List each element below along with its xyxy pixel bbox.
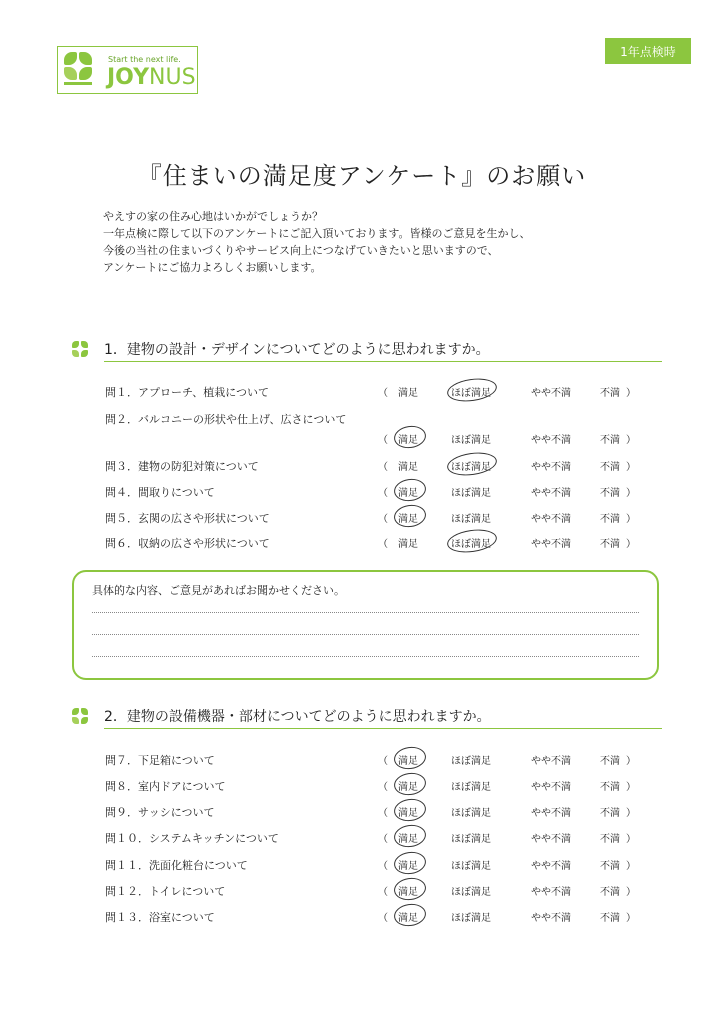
clover-icon [72,341,90,357]
comment-line[interactable] [92,634,639,635]
answer-option[interactable]: ほぼ満足 [451,514,491,525]
selected-answer-circle [393,771,428,797]
question-label: 問８．室内ドアについて [105,780,226,793]
selected-answer-circle [393,823,428,849]
answer-option[interactable]: 満足 [398,861,418,872]
paren-open: （ [378,887,388,898]
clover-icon [72,708,90,724]
answer-option[interactable]: ほぼ満足 [451,462,491,473]
question-label: 問９．サッシについて [105,806,215,819]
paren-open: （ [378,539,388,550]
brand-bold: JOY [107,65,150,90]
answer-option[interactable]: 不満 [600,861,620,872]
section-divider [104,728,662,729]
answer-option[interactable]: 不満 [600,834,620,845]
answer-option[interactable]: 満足 [398,388,418,399]
question-label: 問３．建物の防犯対策について [105,460,259,473]
answer-option[interactable]: 満足 [398,808,418,819]
question-label: 問１０．システムキッチンについて [105,832,279,845]
answer-option[interactable]: ほぼ満足 [451,808,491,819]
answer-option[interactable]: 不満 [600,488,620,499]
question-label: 問２．バルコニーの形状や仕上げ、広さについて [105,413,347,426]
question-label: 問４．間取りについて [105,486,215,499]
paren-close: ） [626,913,636,924]
answer-option[interactable]: 不満 [600,782,620,793]
leaf-icon [79,52,92,65]
answer-option[interactable]: ほぼ満足 [451,488,491,499]
question-label: 問１１．洗面化粧台について [105,859,248,872]
paren-open: （ [378,861,388,872]
answer-option[interactable]: 不満 [600,539,620,550]
paren-close: ） [626,514,636,525]
section-1-title: 1．建物の設計・デザインについてどのように思われますか。 [104,342,490,358]
answer-option[interactable]: やや不満 [531,887,571,898]
paren-close: ） [626,782,636,793]
paren-open: （ [378,435,388,446]
answer-option[interactable]: やや不満 [531,808,571,819]
selected-answer-circle [393,850,428,876]
selected-answer-circle [446,527,499,556]
selected-answer-circle [446,450,499,479]
paren-close: ） [626,834,636,845]
paren-close: ） [626,887,636,898]
answer-option[interactable]: ほぼ満足 [451,539,491,550]
paren-close: ） [626,462,636,473]
selected-answer-circle [393,424,428,450]
answer-option[interactable]: 満足 [398,782,418,793]
paren-close: ） [626,388,636,399]
answer-option[interactable]: ほぼ満足 [451,887,491,898]
paren-open: （ [378,514,388,525]
answer-option[interactable]: 不満 [600,808,620,819]
section-divider [104,361,662,362]
paren-open: （ [378,488,388,499]
answer-option[interactable]: やや不満 [531,834,571,845]
paren-close: ） [626,435,636,446]
question-label: 問１２．トイレについて [105,885,226,898]
question-label: 問１．アプローチ、植栽について [105,386,270,399]
paren-open: （ [378,808,388,819]
selected-answer-circle [393,503,428,529]
intro-line: 一年点検に際して以下のアンケートにご記入頂いております。皆様のご意見を生かし、 [103,227,531,240]
answer-option[interactable]: 不満 [600,388,620,399]
intro-text [103,208,530,276]
selected-answer-circle [446,376,499,405]
answer-option[interactable]: やや不満 [531,435,571,446]
answer-option[interactable]: 満足 [398,756,418,767]
question-label: 問５．玄関の広さや形状について [105,512,270,525]
paren-open: （ [378,913,388,924]
answer-option[interactable]: 満足 [398,488,418,499]
paren-open: （ [378,782,388,793]
answer-option[interactable]: 不満 [600,514,620,525]
comment-box[interactable] [72,570,659,680]
answer-option[interactable]: 満足 [398,514,418,525]
answer-option[interactable]: 満足 [398,539,418,550]
paren-open: （ [378,756,388,767]
answer-option[interactable]: 不満 [600,756,620,767]
logo-brand [107,65,196,90]
answer-option[interactable]: 満足 [398,887,418,898]
answer-option[interactable]: 不満 [600,887,620,898]
answer-option[interactable]: やや不満 [531,782,571,793]
selected-answer-circle [393,797,428,823]
answer-option[interactable]: 満足 [398,462,418,473]
paren-close: ） [626,756,636,767]
page-title: 『住まいの満足度アンケート』のお願い [137,162,587,190]
paren-close: ） [626,808,636,819]
comment-line[interactable] [92,656,639,657]
intro-line: アンケートにご協力よろしくお願いします。 [103,261,322,274]
leaf-icon [79,67,92,80]
answer-option[interactable]: やや不満 [531,514,571,525]
answer-option[interactable]: ほぼ満足 [451,756,491,767]
answer-option[interactable]: やや不満 [531,488,571,499]
paren-open: （ [378,462,388,473]
section-2-title: 2．建物の設備機器・部材についてどのように思われますか。 [104,709,491,725]
paren-open: （ [378,834,388,845]
paren-close: ） [626,488,636,499]
comment-line[interactable] [92,612,639,613]
answer-option[interactable]: ほぼ満足 [451,913,491,924]
answer-option[interactable]: 満足 [398,834,418,845]
paren-close: ） [626,861,636,872]
logo-tagline: Start the next life. [108,55,181,64]
answer-option[interactable]: 不満 [600,462,620,473]
logo-base-bar [64,82,92,85]
question-label: 問６．収納の広さや形状について [105,537,270,550]
leaf-icon [64,52,77,65]
selected-answer-circle [393,745,428,771]
brand-light: NUS [149,65,196,90]
answer-option[interactable]: やや不満 [531,539,571,550]
selected-answer-circle [393,477,428,503]
intro-line: やえすの家の住み心地はいかがでしょうか？ [103,210,323,223]
answer-option[interactable]: やや不満 [531,388,571,399]
company-logo [57,46,198,94]
paren-open: （ [378,388,388,399]
answer-option[interactable]: ほぼ満足 [451,435,491,446]
question-label: 問１３．浴室について [105,911,215,924]
question-label: 問７．下足箱について [105,754,215,767]
selected-answer-circle [393,876,428,902]
intro-line: 今後の当社の住まいづくりやサービス向上につなげていきたいと思いますので、 [103,244,499,257]
answer-option[interactable]: やや不満 [531,861,571,872]
answer-option[interactable]: ほぼ満足 [451,782,491,793]
answer-option[interactable]: 不満 [600,435,620,446]
comment-label: 具体的な内容、ご意見があればお聞かせください。 [92,584,345,597]
leaf-icon [64,67,77,80]
answer-option[interactable]: ほぼ満足 [451,388,491,399]
answer-option[interactable]: ほぼ満足 [451,861,491,872]
answer-option[interactable]: ほぼ満足 [451,834,491,845]
answer-option[interactable]: 不満 [600,913,620,924]
answer-option[interactable]: 満足 [398,913,418,924]
selected-answer-circle [393,902,428,928]
answer-option[interactable]: 満足 [398,435,418,446]
answer-option[interactable]: やや不満 [531,913,571,924]
answer-option[interactable]: やや不満 [531,462,571,473]
answer-option[interactable]: やや不満 [531,756,571,767]
inspection-badge: 1年点検時 [605,38,691,64]
paren-close: ） [626,539,636,550]
